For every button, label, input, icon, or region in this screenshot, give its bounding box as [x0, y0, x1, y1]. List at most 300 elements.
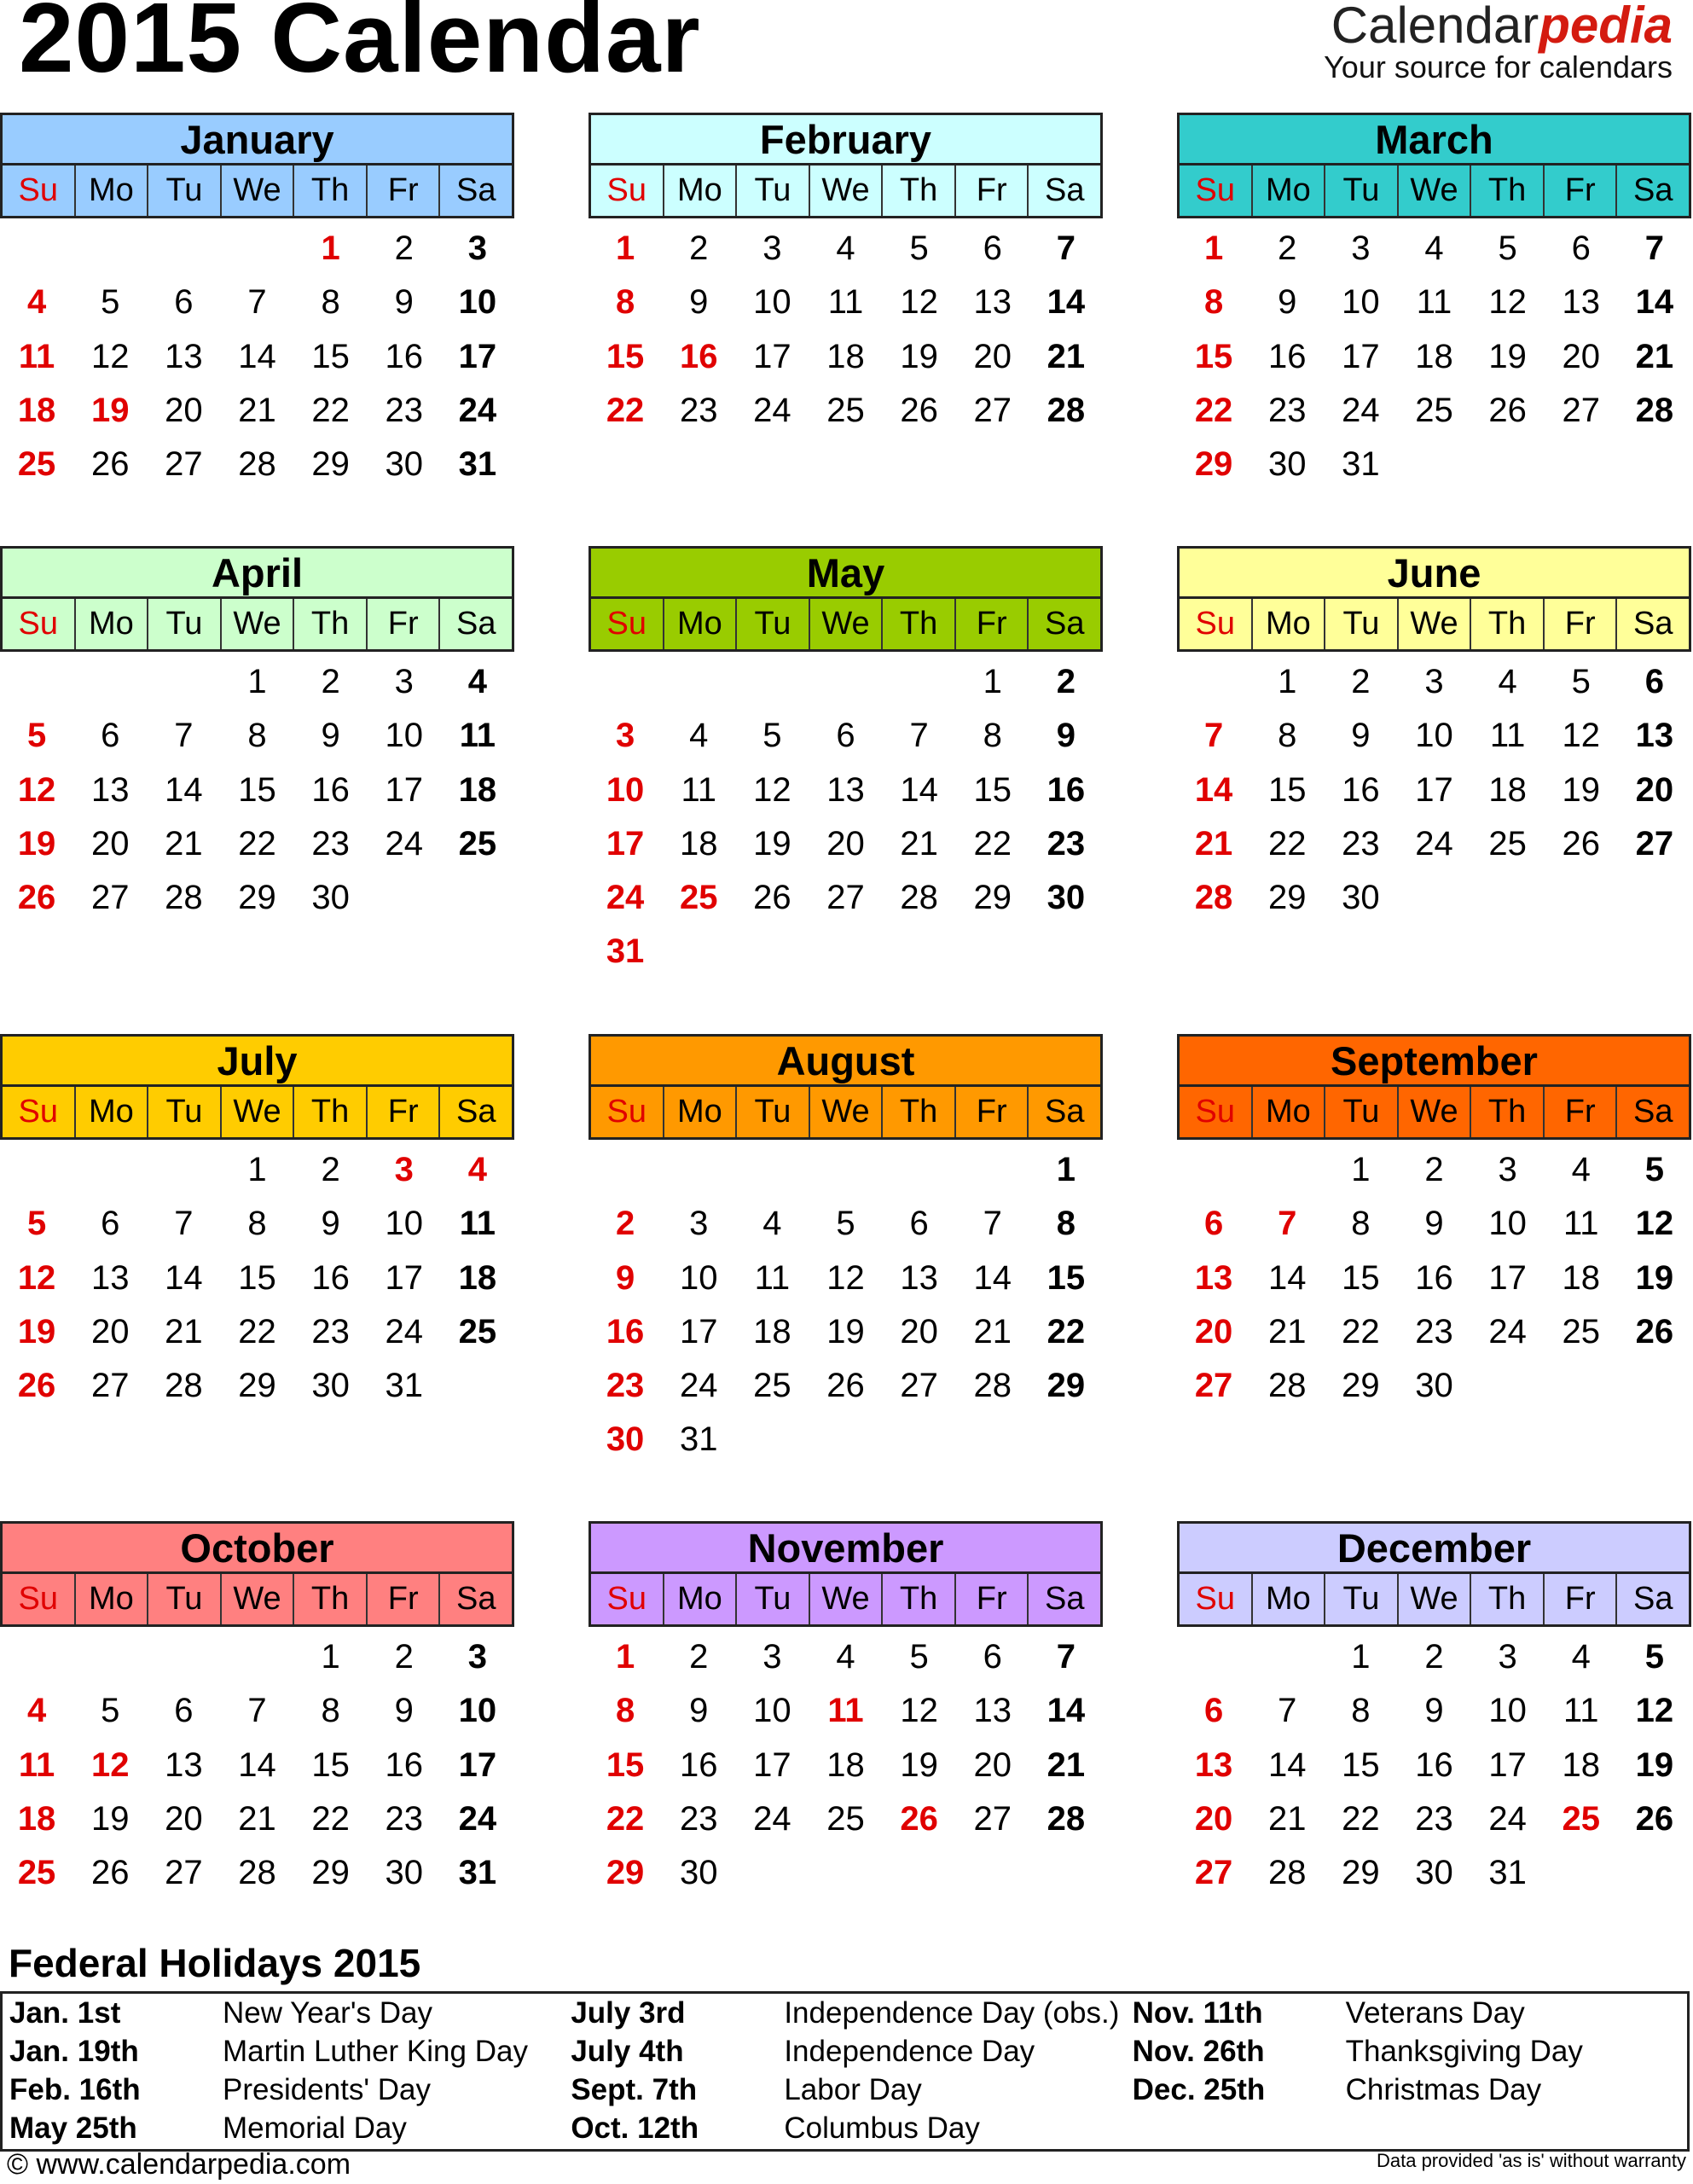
- day-cell: 14: [238, 337, 276, 375]
- day-cell: 27: [165, 1854, 203, 1892]
- holidays-table: [0, 1991, 1690, 2152]
- empty-day-cell: [441, 871, 514, 925]
- holiday-date: Nov. 11th: [1132, 1996, 1263, 2030]
- day-cell: 16: [385, 1745, 424, 1784]
- holiday-date: Jan. 1st: [9, 1996, 121, 2030]
- day-cell: 10: [385, 1205, 424, 1243]
- empty-day-cell: [220, 222, 293, 276]
- weekday-label: Mo: [74, 166, 148, 216]
- empty-day-cell: [809, 925, 882, 979]
- day-cell: 17: [753, 337, 791, 375]
- weekday-label: Mo: [663, 1574, 736, 1624]
- weekday-label: We: [220, 599, 293, 649]
- weekday-label: We: [1397, 166, 1470, 216]
- day-cell: 8: [247, 1205, 267, 1243]
- day-cell: 28: [165, 1367, 203, 1405]
- empty-day-cell: [735, 925, 809, 979]
- week-row: [1177, 1143, 1691, 1197]
- empty-day-cell: [147, 655, 220, 709]
- day-cell: 21: [165, 824, 203, 863]
- weekday-header: [0, 1574, 514, 1627]
- day-cell: 18: [753, 1312, 791, 1350]
- weekday-label: Mo: [74, 1087, 148, 1137]
- day-cell: 18: [1415, 337, 1453, 375]
- empty-day-cell: [1618, 871, 1691, 925]
- day-cell: 1: [321, 229, 340, 267]
- day-cell: 1: [321, 1638, 340, 1676]
- day-cell: 23: [1415, 1799, 1453, 1838]
- day-cell: 5: [909, 229, 929, 267]
- holiday-date: July 4th: [571, 2035, 684, 2068]
- day-cell: 7: [909, 717, 929, 755]
- week-row: [0, 1846, 514, 1900]
- weekday-label: Mo: [74, 599, 148, 649]
- day-cell: 21: [1047, 1745, 1086, 1784]
- weekday-header: [0, 166, 514, 218]
- day-cell: 18: [458, 770, 497, 809]
- day-cell: 6: [1203, 1205, 1224, 1243]
- weekday-label: We: [809, 1087, 882, 1137]
- weekday-label: Mo: [1251, 599, 1325, 649]
- day-cell: 3: [762, 229, 782, 267]
- weekday-label: Tu: [147, 1087, 220, 1137]
- empty-day-cell: [1471, 871, 1545, 925]
- day-cell: 31: [458, 445, 497, 484]
- week-row: [0, 1684, 514, 1738]
- empty-day-cell: [1029, 1413, 1103, 1467]
- day-cell: 25: [17, 445, 56, 484]
- day-cell: 6: [909, 1205, 929, 1243]
- holiday-date: Nov. 26th: [1132, 2035, 1265, 2068]
- week-row: [1177, 1684, 1691, 1738]
- day-cell: 3: [615, 717, 635, 755]
- week-row: [588, 1305, 1103, 1359]
- day-cell: 29: [1267, 879, 1307, 917]
- empty-day-cell: [809, 1846, 882, 1900]
- week-row: [588, 709, 1103, 763]
- weekday-label: Th: [293, 599, 366, 649]
- week-row: [1177, 1197, 1691, 1251]
- day-cell: 22: [1047, 1312, 1086, 1350]
- holiday-row: [564, 1994, 1125, 2032]
- weekday-label: Su: [18, 1581, 59, 1617]
- day-cell: 25: [679, 879, 718, 917]
- week-row: [588, 1739, 1103, 1792]
- empty-day-cell: [588, 1143, 662, 1197]
- week-row: [588, 1143, 1103, 1197]
- day-cell: 24: [679, 1367, 718, 1405]
- weekday-label: Tu: [147, 1574, 220, 1624]
- day-cell: 6: [101, 717, 120, 755]
- day-cell: 8: [1056, 1205, 1076, 1243]
- day-cell: 3: [689, 1205, 709, 1243]
- brand-logo[interactable]: [1324, 0, 1673, 84]
- day-cell: 21: [1047, 337, 1086, 375]
- weekday-label: Mo: [1251, 1087, 1325, 1137]
- empty-day-cell: [147, 1143, 220, 1197]
- weekday-label: Th: [293, 1574, 366, 1624]
- weekday-label: Su: [18, 172, 59, 208]
- day-cell: 2: [1278, 229, 1297, 267]
- day-cell: 17: [1488, 1258, 1527, 1297]
- week-row: [1177, 1792, 1691, 1846]
- day-cell: 27: [90, 879, 130, 917]
- weekday-label: We: [1397, 1087, 1470, 1137]
- day-cell: 13: [826, 770, 865, 809]
- day-cell: 2: [1424, 1151, 1444, 1188]
- day-cell: 23: [385, 1799, 424, 1838]
- week-row: [588, 330, 1103, 384]
- day-cell: 24: [753, 391, 791, 429]
- empty-day-cell: [735, 1143, 809, 1197]
- day-cell: 19: [17, 1312, 56, 1350]
- day-cell: 21: [165, 1312, 203, 1350]
- day-cell: 19: [1635, 1745, 1674, 1784]
- empty-day-cell: [73, 1143, 147, 1197]
- day-cell: 2: [321, 663, 340, 700]
- day-cell: 12: [900, 283, 938, 322]
- day-cell: 1: [615, 1638, 635, 1676]
- weekday-label: Su: [1195, 172, 1236, 208]
- day-cell: 20: [973, 1745, 1012, 1784]
- weekday-label: Tu: [735, 599, 809, 649]
- day-cell: 11: [18, 337, 55, 375]
- day-cell: 4: [467, 663, 488, 700]
- day-cell: 24: [1488, 1799, 1527, 1838]
- empty-day-cell: [956, 1413, 1029, 1467]
- day-cell: 1: [615, 229, 635, 267]
- day-cell: 16: [385, 337, 424, 375]
- day-cell: 31: [606, 932, 645, 971]
- week-row: [0, 1143, 514, 1197]
- day-cell: 5: [762, 717, 782, 755]
- week-row: [0, 817, 514, 871]
- day-cell: 14: [165, 1258, 203, 1297]
- day-cell: 8: [983, 717, 1002, 755]
- empty-day-cell: [883, 1143, 956, 1197]
- day-cell: 10: [385, 717, 424, 755]
- day-cell: 5: [909, 1638, 929, 1676]
- day-cell: 18: [17, 391, 56, 429]
- day-cell: 24: [1415, 824, 1453, 863]
- day-cell: 18: [679, 824, 718, 863]
- empty-day-cell: [1618, 1846, 1691, 1900]
- day-cell: 29: [311, 445, 350, 484]
- week-row: [0, 1359, 514, 1413]
- day-cell: 29: [1342, 1854, 1380, 1892]
- weekday-label: Sa: [1027, 599, 1100, 649]
- week-row: [0, 438, 514, 491]
- day-cell: 8: [1203, 283, 1224, 322]
- holiday-date: Sept. 7th: [571, 2073, 698, 2106]
- empty-day-cell: [1397, 438, 1470, 491]
- day-cell: 9: [394, 1692, 414, 1730]
- week-row: [588, 1792, 1103, 1846]
- empty-day-cell: [0, 655, 73, 709]
- day-cell: 11: [827, 283, 864, 322]
- empty-day-cell: [73, 655, 147, 709]
- day-cell: 6: [983, 229, 1002, 267]
- month-march: [1177, 113, 1691, 491]
- day-cell: 3: [394, 663, 414, 700]
- week-row: [588, 1197, 1103, 1251]
- day-cell: 11: [827, 1692, 864, 1730]
- day-cell: 26: [1635, 1312, 1674, 1350]
- day-cell: 28: [1047, 391, 1086, 429]
- day-cell: 31: [385, 1367, 424, 1405]
- day-cell: 1: [1351, 1151, 1371, 1188]
- week-row: [1177, 222, 1691, 276]
- month-april: [0, 546, 514, 925]
- holiday-row: [564, 2071, 1125, 2109]
- week-row: [1177, 276, 1691, 329]
- day-cell: 7: [174, 717, 194, 755]
- day-cell: 8: [615, 1692, 635, 1730]
- day-cell: 6: [101, 1205, 120, 1243]
- day-cell: 15: [1342, 1258, 1380, 1297]
- day-cell: 29: [311, 1854, 350, 1892]
- day-cell: 27: [90, 1367, 130, 1405]
- day-cell: 30: [1415, 1367, 1453, 1405]
- day-cell: 17: [385, 770, 424, 809]
- day-cell: 27: [165, 445, 203, 484]
- day-cell: 6: [1571, 229, 1591, 267]
- month-august: [588, 1034, 1103, 1467]
- day-cell: 26: [826, 1367, 865, 1405]
- weekday-label: Su: [1195, 1581, 1236, 1617]
- week-row: [0, 330, 514, 384]
- month-february: [588, 113, 1103, 438]
- day-cell: 13: [1194, 1258, 1233, 1297]
- day-cell: 4: [762, 1205, 782, 1243]
- week-row: [0, 222, 514, 276]
- day-cell: 6: [174, 283, 194, 322]
- day-cell: 9: [394, 283, 414, 322]
- day-cell: 14: [165, 770, 203, 809]
- day-cell: 28: [973, 1367, 1012, 1405]
- holidays-column: [1126, 1994, 1687, 2149]
- day-cell: 30: [385, 445, 424, 484]
- week-row: [1177, 871, 1691, 925]
- weekday-header: [1177, 166, 1691, 218]
- week-row: [588, 871, 1103, 925]
- day-cell: 15: [311, 337, 350, 375]
- day-cell: 20: [165, 1799, 203, 1838]
- week-row: [1177, 655, 1691, 709]
- day-cell: 29: [1342, 1367, 1380, 1405]
- week-row: [1177, 1359, 1691, 1413]
- week-row: [588, 222, 1103, 276]
- holiday-row: [3, 2032, 564, 2071]
- day-cell: 23: [385, 391, 424, 429]
- day-cell: 11: [1489, 717, 1526, 755]
- day-cell: 24: [1342, 391, 1380, 429]
- weekday-label: Fr: [1543, 166, 1616, 216]
- footer-url[interactable]: © www.calendarpedia.com: [7, 2148, 351, 2181]
- holiday-row: [1126, 1994, 1687, 2032]
- weekday-label: Su: [18, 606, 59, 642]
- day-cell: 16: [1267, 337, 1307, 375]
- day-cell: 9: [1278, 283, 1297, 322]
- day-cell: 11: [459, 1205, 496, 1243]
- month-january: [0, 113, 514, 491]
- day-cell: 2: [321, 1151, 340, 1188]
- day-cell: 23: [311, 1312, 350, 1350]
- weekday-label: We: [1397, 1574, 1470, 1624]
- day-cell: 13: [165, 337, 203, 375]
- day-cell: 7: [1278, 1205, 1297, 1243]
- day-grid: [588, 1630, 1103, 1900]
- day-cell: 9: [689, 283, 709, 322]
- empty-day-cell: [735, 1413, 809, 1467]
- week-row: [1177, 764, 1691, 817]
- holiday-name: Martin Luther King Day: [223, 2035, 528, 2068]
- holiday-name: New Year's Day: [223, 1996, 432, 2030]
- day-cell: 29: [606, 1854, 645, 1892]
- week-row: [588, 655, 1103, 709]
- weekday-header: [1177, 1087, 1691, 1140]
- day-cell: 15: [311, 1745, 350, 1784]
- weekday-label: Th: [881, 1087, 954, 1137]
- month-name: April: [0, 546, 514, 599]
- weekday-label: Th: [293, 166, 366, 216]
- day-cell: 3: [1498, 1638, 1517, 1676]
- day-cell: 4: [836, 229, 855, 267]
- holiday-name: Independence Day (obs.): [784, 1996, 1120, 2030]
- week-row: [1177, 1630, 1691, 1684]
- month-june: [1177, 546, 1691, 925]
- empty-day-cell: [1177, 655, 1250, 709]
- day-cell: 10: [458, 1692, 497, 1730]
- day-cell: 24: [606, 879, 645, 917]
- day-cell: 6: [836, 717, 855, 755]
- day-cell: 23: [606, 1367, 645, 1405]
- day-cell: 11: [1416, 283, 1452, 322]
- day-cell: 19: [1488, 337, 1527, 375]
- day-cell: 14: [973, 1258, 1012, 1297]
- day-cell: 12: [1635, 1692, 1674, 1730]
- day-cell: 8: [1351, 1692, 1371, 1730]
- day-cell: 16: [679, 1745, 718, 1784]
- day-cell: 10: [606, 770, 645, 809]
- weekday-label: Sa: [1615, 1574, 1689, 1624]
- day-cell: 20: [973, 337, 1012, 375]
- day-cell: 14: [1047, 1692, 1086, 1730]
- day-cell: 5: [836, 1205, 855, 1243]
- day-cell: 3: [467, 229, 488, 267]
- day-cell: 14: [1194, 770, 1233, 809]
- day-cell: 22: [606, 1799, 645, 1838]
- day-cell: 14: [900, 770, 938, 809]
- month-name: February: [588, 113, 1103, 166]
- day-cell: 23: [679, 1799, 718, 1838]
- day-cell: 26: [1488, 391, 1527, 429]
- month-november: [588, 1521, 1103, 1900]
- weekday-label: We: [809, 166, 882, 216]
- empty-day-cell: [220, 1630, 293, 1684]
- day-cell: 28: [900, 879, 938, 917]
- day-cell: 26: [1635, 1799, 1674, 1838]
- week-row: [588, 384, 1103, 438]
- day-cell: 25: [1562, 1799, 1601, 1838]
- day-cell: 10: [753, 1692, 791, 1730]
- day-cell: 28: [1047, 1799, 1086, 1838]
- day-cell: 4: [1424, 229, 1444, 267]
- day-cell: 11: [754, 1258, 791, 1297]
- day-cell: 2: [394, 229, 414, 267]
- weekday-header: [0, 599, 514, 652]
- day-cell: 1: [1056, 1151, 1076, 1188]
- day-cell: 26: [17, 879, 56, 917]
- empty-day-cell: [1545, 871, 1618, 925]
- holiday-date: Oct. 12th: [571, 2111, 699, 2145]
- day-cell: 27: [900, 1367, 938, 1405]
- day-cell: 1: [1203, 229, 1224, 267]
- day-cell: 30: [679, 1854, 718, 1892]
- day-cell: 22: [238, 1312, 276, 1350]
- empty-day-cell: [809, 1143, 882, 1197]
- day-cell: 15: [1267, 770, 1307, 809]
- day-cell: 24: [458, 391, 497, 429]
- day-grid: [1177, 655, 1691, 925]
- day-cell: 20: [900, 1312, 938, 1350]
- holidays-title: Federal Holidays 2015: [9, 1941, 421, 1985]
- weekday-label: We: [809, 599, 882, 649]
- day-cell: 17: [1342, 337, 1380, 375]
- day-cell: 18: [1488, 770, 1527, 809]
- weekday-label: Sa: [438, 166, 512, 216]
- day-cell: 11: [1563, 1205, 1599, 1243]
- weekday-label: Fr: [1543, 1574, 1616, 1624]
- month-december: [1177, 1521, 1691, 1900]
- month-october: [0, 1521, 514, 1900]
- day-cell: 21: [238, 1799, 276, 1838]
- day-cell: 23: [1267, 391, 1307, 429]
- day-cell: 6: [1644, 663, 1665, 700]
- brand-tagline: Your source for calendars: [1324, 49, 1673, 84]
- weekday-label: Tu: [735, 166, 809, 216]
- day-cell: 19: [753, 824, 791, 863]
- day-grid: [0, 1630, 514, 1900]
- day-cell: 10: [458, 283, 497, 322]
- empty-day-cell: [1177, 1630, 1250, 1684]
- weekday-label: Th: [1470, 1574, 1543, 1624]
- day-cell: 2: [615, 1205, 635, 1243]
- day-cell: 7: [1644, 229, 1665, 267]
- day-cell: 27: [973, 1799, 1012, 1838]
- day-cell: 1: [1278, 663, 1297, 700]
- page-title: 2015 Calendar: [19, 0, 701, 93]
- day-cell: 12: [753, 770, 791, 809]
- week-row: [588, 1630, 1103, 1684]
- day-cell: 23: [679, 391, 718, 429]
- day-cell: 24: [385, 824, 424, 863]
- day-cell: 5: [101, 283, 120, 322]
- empty-day-cell: [662, 925, 735, 979]
- empty-day-cell: [662, 655, 735, 709]
- day-cell: 1: [983, 663, 1002, 700]
- day-cell: 5: [26, 1205, 47, 1243]
- day-cell: 8: [247, 717, 267, 755]
- day-cell: 20: [1562, 337, 1601, 375]
- day-cell: 13: [900, 1258, 938, 1297]
- day-grid: [1177, 1630, 1691, 1900]
- week-row: [0, 871, 514, 925]
- day-cell: 25: [458, 824, 497, 863]
- empty-day-cell: [956, 1846, 1029, 1900]
- weekday-label: Tu: [147, 599, 220, 649]
- empty-day-cell: [1545, 1846, 1618, 1900]
